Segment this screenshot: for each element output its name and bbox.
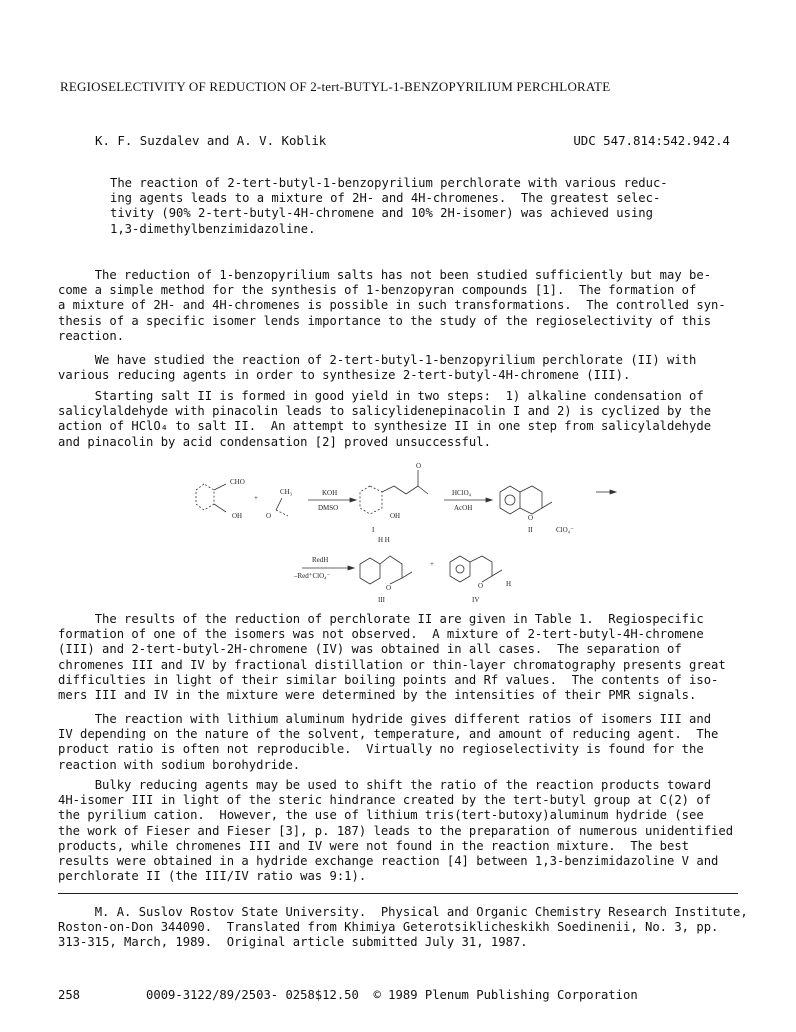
ketone-o-label: O <box>266 512 272 520</box>
pinacolin-structure <box>266 488 293 520</box>
compound-IV-o-label: O <box>478 582 484 590</box>
compound-III-h-labels: H H <box>378 536 390 544</box>
abstract: The reaction of 2-tert-butyl-1-benzopyrilium perchlorate with various reduc- ing agents leads to a mixture of 2H- and 4H-chromenes. The greatest selec- tivity (90% 2-tert-butyl-4H-chromene and 10% 2H-isomer) was achieved using 1,3-dimethylbenzimidazoline. <box>110 176 668 236</box>
oh-label-2: OH <box>390 512 401 520</box>
cho-label: CHO <box>230 478 245 486</box>
redh-label: RedH <box>312 556 329 564</box>
plus-sign-2: + <box>430 560 434 568</box>
red-perchlorate-label: –Red⁺ClO₄⁻ <box>294 572 331 580</box>
reaction-scheme <box>190 462 630 602</box>
oh-label-1: OH <box>232 512 243 520</box>
koh-label: KOH <box>322 489 338 497</box>
compound-IV-h-label: H <box>506 580 512 588</box>
affiliation-footnote: M. A. Suslov Rostov State University. Physical and Organic Chemistry Research Institute, Roston-on-Don 344090. Translated from Khimiya Geterotsiklicheskikh Soedinenii, No. 3, pp. 313-315, March, 1989. Original article submitted July 31, 1987. <box>58 905 748 950</box>
page-footer: 258 0009-3122/89/2503- 0258$12.50 © 1989 Plenum Publishing Corporation <box>58 988 638 1002</box>
compound-IV-label: IV <box>472 596 480 602</box>
paragraph-2: We have studied the reaction of 2-tert-butyl-1-benzopyrilium perchlorate (II) with various reducing agents in order to synthesize 2-tert-butyl-4H-chromene (III). <box>58 353 697 383</box>
compound-IV-structure <box>450 556 511 602</box>
plus-sign-1: + <box>254 494 258 502</box>
udc-code: UDC 547.814:542.942.4 <box>573 133 730 148</box>
dmso-label: DMSO <box>318 504 339 512</box>
salicylaldehyde-structure <box>196 478 245 520</box>
compound-III-o-label: O <box>386 584 392 592</box>
paragraph-4: The results of the reduction of perchlorate II are given in Table 1. Regiospecific formation of one of the isomers was not observed. A mixture of 2-tert-butyl-4H-chromene (III) and 2-tert-butyl-2H-chromene (IV) was obtained in all cases. The separation of chromenes III and IV by fractional distillation or thin-layer chromatography presents great difficulties in light of their similar boiling points and Rf values. The contents of iso- mers III and IV in the mixture were determined by the intensities of their PMR signals. <box>58 612 726 703</box>
pyrylium-o-label: O <box>528 514 534 522</box>
paragraph-6: Bulky reducing agents may be used to shift the ratio of the reaction products toward 4H-isomer III in light of the steric hindrance created by the tert-butyl group at C(2) of the pyrilium cation. However, the use of lithium tris(tert-butoxy)aluminum hydride (see the work of Fieser and Fieser [3], p. 187) leads to the preparation of numerous unidentified products, while chromenes III and IV were not found in the reaction mixture. The best results were obtained in a hydride exchange reaction [4] between 1,3-benzimidazoline V and perchlorate II (the III/IV ratio was 9:1). <box>58 778 734 884</box>
compound-III-structure <box>360 536 412 602</box>
compound-I-label: I <box>372 526 375 534</box>
compound-II-structure <box>500 486 574 534</box>
paragraph-5: The reaction with lithium aluminum hydride gives different ratios of isomers III and IV depending on the nature of the solvent, temperature, and amount of reducing agent. The product ratio is often not reproducible. Virtually no regioselectivity is found for the reaction with sodium borohydride. <box>58 712 719 772</box>
acoh-label: AcOH <box>454 504 473 512</box>
footnote-divider <box>58 893 738 894</box>
compound-I-carbonyl-o: O <box>416 462 422 470</box>
paragraph-1: The reduction of 1-benzopyrilium salts has not been studied sufficiently but may be- come a simple method for the synthesis of 1-benzopyran compounds [1]. The formation of a mixture of 2H- and 4H-chromenes is possible in such transformations. The controlled syn- thesis of a specific isomer lends importance to the study of the regioselectivity of this reaction. <box>58 268 726 343</box>
compound-III-label: III <box>378 596 385 602</box>
page-title: REGIOSELECTIVITY OF REDUCTION OF 2-tert-BUTYL-1-BENZOPYRILIUM PERCHLORATE <box>60 79 611 94</box>
ch3-label: CH₃ <box>280 488 293 496</box>
hclo4-label: HClO₄ <box>452 489 472 497</box>
compound-I-structure <box>360 462 428 534</box>
compound-II-label: II <box>528 526 533 534</box>
perchlorate-anion-label: ClO₄⁻ <box>556 526 574 534</box>
authors: K. F. Suzdalev and A. V. Koblik <box>95 133 327 148</box>
paragraph-3: Starting salt II is formed in good yield in two steps: 1) alkaline condensation of salicylaldehyde with pinacolin leads to salicylidenepinacolin I and 2) is cyclized by the action of HClO₄ to salt II. An attempt to synthesize II in one step from salicylaldehyde and pinacolin by acid condensation [2] proved unsuccessful. <box>58 389 712 449</box>
